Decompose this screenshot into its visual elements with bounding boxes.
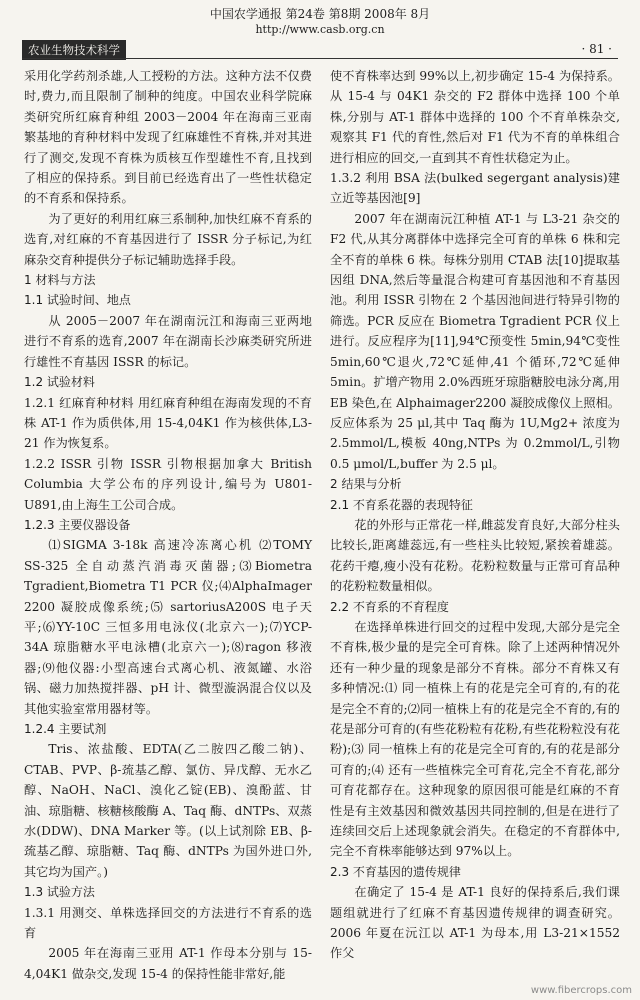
paragraph: 1.2.2 ISSR 引物 ISSR 引物根据加拿大 British Columbia 大学公布的序列设计,编号为 U801-U891,由上海生工公司合成。 [24,456,312,512]
watermark: www.fibercrops.com [530,985,632,996]
journal-issue: 中国农学通报 第24卷 第8期 2008年 8月 [209,7,431,21]
paragraph: 从 2005－2007 年在湖南沅江和海南三亚两地进行不育系的选育,2007 年在湖南长沙麻类研究所进行雄性不育基因 ISSR 的标记。 [24,313,312,369]
section-heading: 1.2 试验材料 [24,375,95,390]
paragraph: ⑴SIGMA 3-18k 高速冷冻离心机 ⑵TOMY SS-325 全自动蒸汽消毒灭菌器;⑶Biometra Tgradient,Biometra T1 PCR 仪;⑷AlphaImager 2200 凝胶成像系统;⑸ sartoriusA200S 电子天平;⑹YY-10C 三恒多用电泳仪(北京六一);⑺YCP-34A 琼脂糖水平电泳槽(北京六一);⑻ragon 移液器;⑼他仪器:小型高速台式离心机、液氮罐、水浴锅、磁力加热搅拌器、pH 计、微型漩涡混合仪以及其他实验室常用器材等。 [24,538,312,716]
paragraph: 在确定了 15-4 是 AT-1 良好的保持系后,我们课题组就进行了红麻不育基因遗传规律的调查研究。2006 年夏在沅江以 AT-1 为母本,用 L3-21×1552 作父 [330,885,620,961]
right-column [330,66,620,964]
paragraph: 2005 年在海南三亚用 AT-1 作母本分别与 15-4,04K1 做杂交,发现 15-4 的保持性能非常好,能 [24,946,312,981]
paragraph: 为了更好的利用红麻三系制种,加快红麻不育系的选育,对红麻的不育基因进行了 ISSR 分子标记,为红麻杂交育种提供分子标记辅助选择手段。 [24,211,312,267]
section-heading: 1 材料与方法 [24,273,96,288]
paragraph: 花的外形与正常花一样,雌蕊发育良好,大部分柱头比较长,距离雄蕊远,有一些柱头比较短,紧挨着雄蕊。花药干瘪,瘦小没有花粉。花粉粒数量与正常可育品种的花粉粒数量相似。 [330,517,620,594]
paragraph: 使不育株率达到 99%以上,初步确定 15-4 为保持系。从 15-4 与 04K1 杂交的 F2 群体中选择 100 个单株,分别与 AT-1 群体中选择的 100 个不育单株杂交,观察其 F1 代的育性,然后对 F1 代为不育的单株组合进行相应的回交,一直到其不育性状稳定为止。 [330,69,620,165]
section-heading: 1.2.4 主要试剂 [24,722,107,736]
section-heading: 1.1 试验时间、地点 [24,293,131,308]
journal-url: http://www.casb.org.cn [255,23,385,36]
section-tag: 农业生物技术科学 [22,40,126,60]
running-header [0,6,640,38]
paragraph: 采用化学药剂杀雄,人工授粉的方法。这种方法不仅费时,费力,而且限制了制种的纯度。中国农业科学院麻类研究所红麻育种组 2003－2004 年在海南三亚南繁基地的育种材料中发现了红麻雄性不育株,并对其进行了测交,发现不育株为质核互作型雄性不育,且找到了相应的保持系。到目前已经选育出了一些性状稳定的不育系和保持系。 [24,69,312,206]
section-heading: 2.3 不育基因的遗传规律 [330,864,461,879]
paragraph: Tris、浓盐酸、EDTA(乙二胺四乙酸二钠)、CTAB、PVP、β-巯基乙醇、氯仿、异戊醇、无水乙醇、NaOH、NaCl、溴化乙锭(EB)、溴酚蓝、甘油、琼脂糖、核糖核酸酶 A、Taq 酶、dNTPs、双蒸水(DDW)、DNA Marker 等。(以上试剂除 EB、β-巯基乙醇、琼脂糖、Taq 酶、dNTPs 为国外进口外,其它均为国产。) [24,742,312,879]
paragraph: 2007 年在湖南沅江种植 AT-1 与 L3-21 杂交的 F2 代,从其分离群体中选择完全可育的单株 6 株和完全不育的单株 6 株。每株分别用 CTAB 法[10]提取基因组 DNA,然后等量混合构建可育基因池和不育基因池。利用 ISSR 引物在 2 个基因池间进行特异引物的筛选。PCR 反应在 Biometra Tgradient PCR 仪上进行。反应程序为[11],94℃预变性 5min,94℃变性 5min,60℃退火,72℃延伸,41 个循环,72℃延伸 5min。扩增产物用 2.0%西班牙琼脂糖胶电泳分离,用 EB 染色,在 Alphaimager2200 凝胶成像仪上照相。反应体系为 25 μl,其中 Taq 酶为 1U,Mg2+ 浓度为 2.5mmol/L,模板 40ng,NTPs 为 0.2mmol/L,引物 0.5 μmol/L,buffer 为 2.5 μl。 [330,211,620,471]
section-heading: 1.2.3 主要仪器设备 [24,517,131,532]
section-heading: 2.1 不育系花器的表现特征 [330,497,473,512]
paragraph: 1.2.1 红麻育种材料 用红麻育种组在海南发现的不育株 AT-1 作为质供体,用 15-4,04K1 作为核供体,L3-21 作为恢复系。 [24,395,312,451]
paragraph: 1.3.2 利用 BSA 法(bulked segergant analysis)建立近等基因池[9] [330,171,620,206]
section-heading: 2 结果与分析 [330,477,402,492]
section-heading: 1.3 试验方法 [24,885,95,900]
paragraph: 在选择单株进行回交的过程中发现,大部分是完全不育株,极少量的是完全可育株。除了上述两种情况外还有一种少量的现象是部分不育株。部分不育株又有多种情况:⑴ 同一植株上有的花是完全可育的,有的花是完全不育的;⑵同一植株上有的花是完全不育的,有的花是部分可育的(有些花粉粒有花粉,有些花粉粒没有花粉);⑶ 同一植株上有的花是完全可育的,有的花是部分可育的;⑷ 还有一些植株完全可育花,完全不育花,部分可育花都存在。这种现象的原因很可能是红麻的不育性是有主效基因和微效基因共同控制的,但是在进行了连续回交后上述现象就会消失。在稳定的不育群体中,完全不育株率能够达到 97%以上。 [330,619,620,859]
page-number: · 81 · [581,42,612,56]
paragraph: 1.3.1 用测交、单株选择回交的方法进行不育系的选育 [24,905,312,941]
header-rule [22,58,618,59]
left-column [24,66,312,984]
section-heading: 2.2 不育系的不育程度 [330,599,449,614]
